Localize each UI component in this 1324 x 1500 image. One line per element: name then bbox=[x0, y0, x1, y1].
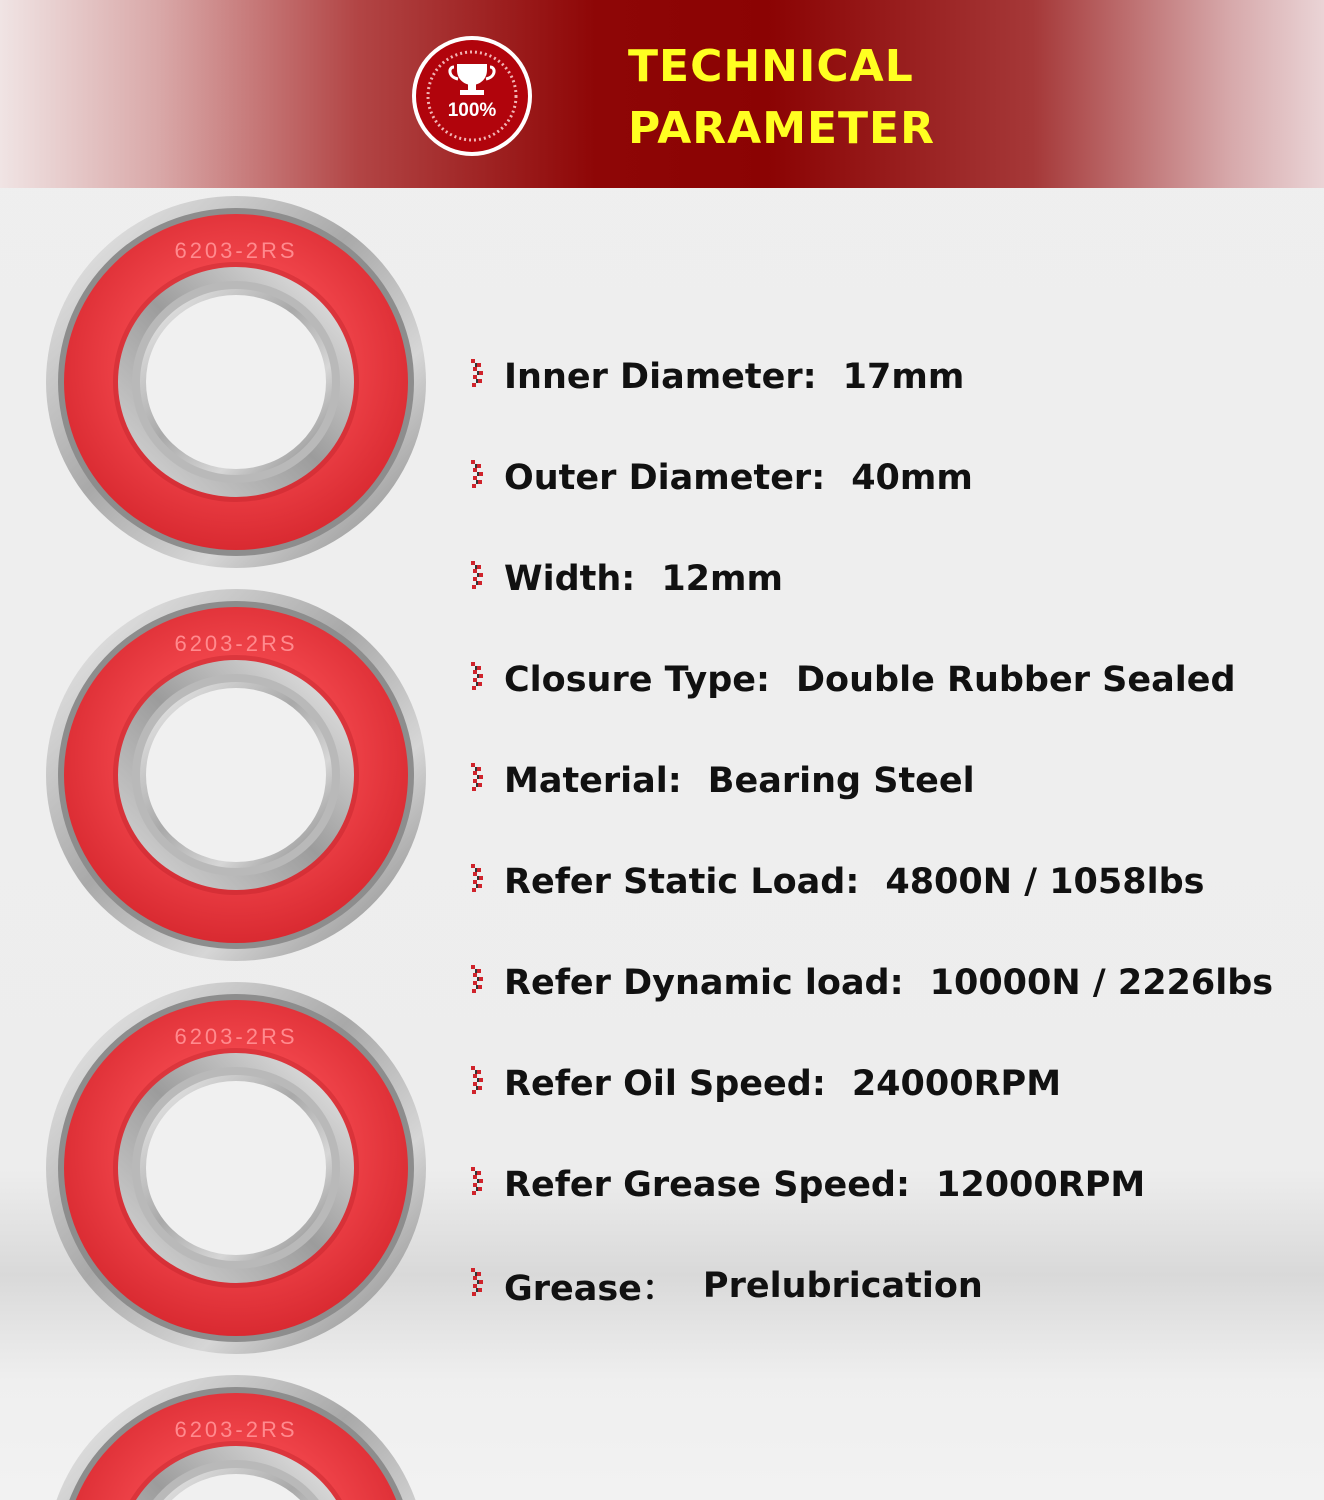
checker-bullet-icon bbox=[470, 864, 484, 894]
parameter-value: Bearing Steel bbox=[707, 760, 975, 801]
bearing-marking-text: 6203-2RS bbox=[174, 1024, 298, 1049]
bearing-image-column bbox=[44, 196, 434, 1500]
bearing-marking-text: 6203-2RS bbox=[174, 631, 298, 656]
trophy-quality-badge-icon bbox=[410, 34, 534, 158]
parameter-value: 24000RPM bbox=[851, 1063, 1062, 1104]
parameter-item bbox=[470, 1033, 1320, 1134]
title-line-2: PARAMETER bbox=[628, 103, 935, 154]
checker-bullet-icon bbox=[470, 763, 484, 793]
bearing-marking-text: 6203-2RS bbox=[174, 1417, 298, 1442]
bearing-image bbox=[44, 982, 434, 1362]
bearing-image bbox=[44, 589, 434, 969]
checker-bullet-icon bbox=[470, 359, 484, 389]
parameter-value: 10000N / 2226lbs bbox=[929, 962, 1274, 1003]
checker-bullet-icon bbox=[470, 460, 484, 490]
parameter-label: Grease： bbox=[504, 1268, 677, 1309]
title-line-1: TECHNICAL bbox=[628, 41, 914, 92]
parameter-label: Refer Dynamic load: bbox=[504, 962, 904, 1003]
parameter-item bbox=[470, 1235, 1320, 1336]
parameter-label: Width: bbox=[504, 558, 636, 599]
parameter-label: Material: bbox=[504, 760, 682, 801]
checker-bullet-icon bbox=[470, 1066, 484, 1096]
parameter-value: 12mm bbox=[661, 558, 783, 599]
checker-bullet-icon bbox=[470, 662, 484, 692]
parameter-label: Outer Diameter: bbox=[504, 457, 826, 498]
parameter-item bbox=[470, 629, 1320, 730]
parameter-value: 40mm bbox=[851, 457, 973, 498]
parameter-item bbox=[470, 730, 1320, 831]
parameter-value: Prelubrication bbox=[702, 1265, 983, 1306]
badge-text: 100% bbox=[447, 100, 497, 121]
parameter-item bbox=[470, 427, 1320, 528]
parameter-label: Refer Grease Speed: bbox=[504, 1164, 910, 1205]
parameter-value: 4800N / 1058lbs bbox=[885, 861, 1205, 902]
parameter-label: Refer Oil Speed: bbox=[504, 1063, 826, 1104]
parameter-value: 12000RPM bbox=[936, 1164, 1146, 1205]
parameter-label: Closure Type: bbox=[504, 659, 770, 700]
parameter-item bbox=[470, 326, 1320, 427]
checker-bullet-icon bbox=[470, 1167, 484, 1197]
parameter-value: 17mm bbox=[842, 356, 965, 397]
parameter-item bbox=[470, 932, 1320, 1033]
parameter-item bbox=[470, 831, 1320, 932]
parameter-item bbox=[470, 528, 1320, 629]
bearing-image bbox=[44, 196, 434, 576]
parameter-list bbox=[470, 326, 1320, 1336]
checker-bullet-icon bbox=[470, 965, 484, 995]
parameter-label: Inner Diameter: bbox=[504, 356, 817, 397]
parameter-value: Double Rubber Sealed bbox=[796, 659, 1236, 700]
bearing-marking-text: 6203-2RS bbox=[174, 238, 298, 263]
quality-badge bbox=[410, 34, 534, 158]
checker-bullet-icon bbox=[470, 561, 484, 591]
parameter-label: Refer Static Load: bbox=[504, 861, 860, 902]
header-banner bbox=[0, 0, 1324, 188]
page-title bbox=[628, 36, 935, 160]
bearing-image bbox=[44, 1375, 434, 1500]
parameter-item bbox=[470, 1134, 1320, 1235]
checker-bullet-icon bbox=[470, 1268, 484, 1298]
